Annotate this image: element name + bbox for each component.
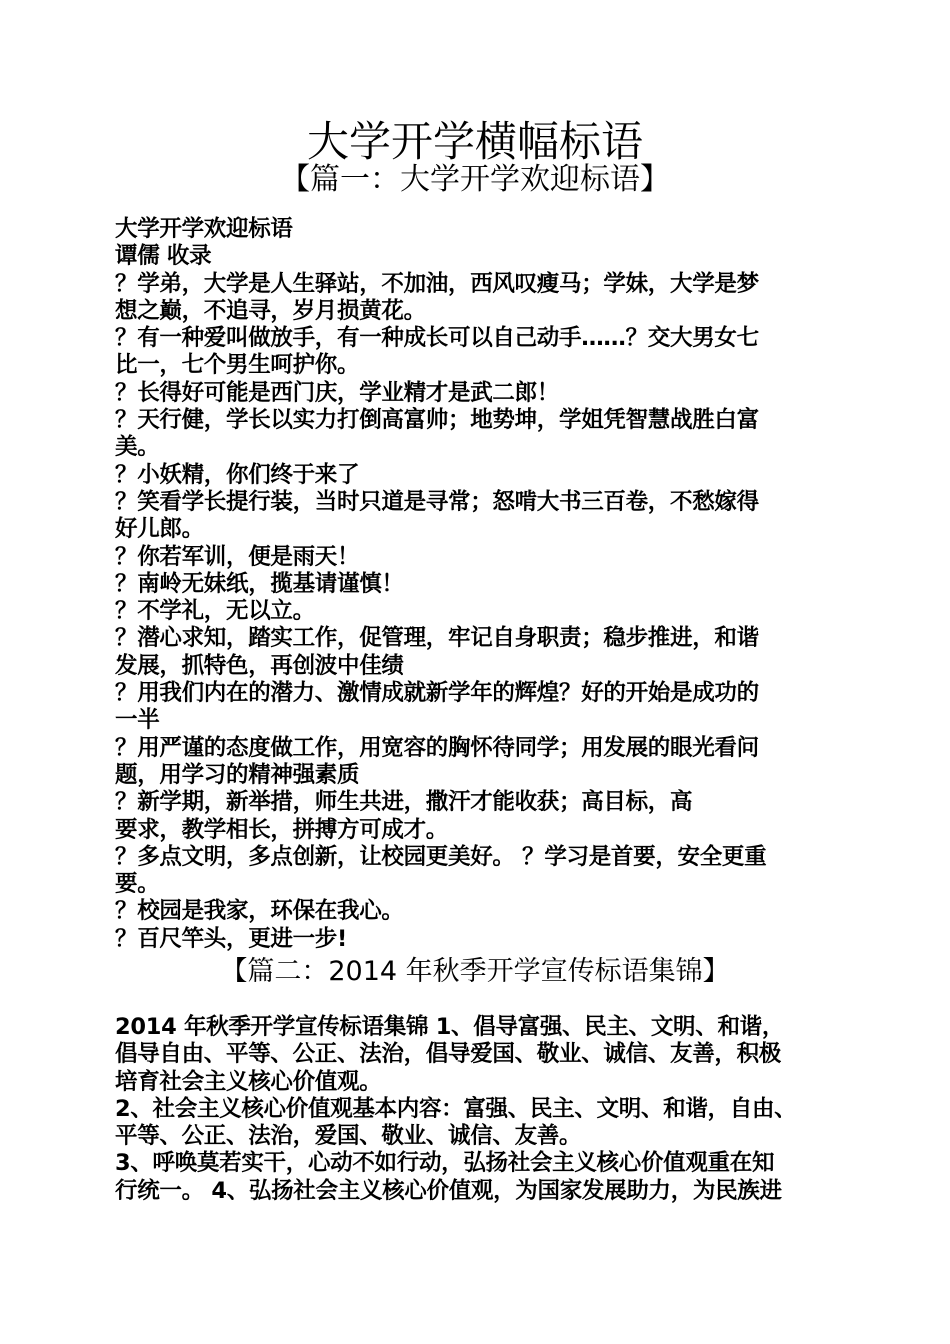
text-line: 平等、公正、法治，爱国、敬业、诚信、友善。 [115, 1123, 582, 1150]
text-line: ？新学期，新举措，师生共进，撒汗才能收获；高目标，高 [115, 789, 693, 816]
text-line: ？南岭无妹纸，揽基请谨慎！ [115, 570, 404, 597]
text-line: 发展，抓特色，再创波中佳绩 [115, 652, 404, 679]
text-line: ？你若军训，便是雨天！ [115, 543, 360, 570]
text-line: 3、呼唤莫若实干，心动不如行动，弘扬社会主义核心价值观重在知 [115, 1150, 775, 1177]
text-line: 题，用学习的精神强素质 [115, 761, 360, 788]
text-line: ？潜心求知，踏实工作，促管理，牢记自身职责；稳步推进，和谐 [115, 625, 759, 652]
text-line: ？多点文明，多点创新，让校园更美好。 ？学习是首要，安全更重 [115, 843, 767, 870]
section2-heading: 【篇二：2014 年秋季开学宣传标语集锦】 [220, 956, 730, 987]
section1-body [115, 216, 845, 953]
text-line: 行统一。 4、弘扬社会主义核心价值观，为国家发展助力，为民族进 [115, 1177, 782, 1204]
text-line: ？学弟，大学是人生驿站，不加油，西风叹瘦马；学妹，大学是梦 [115, 270, 759, 297]
section2-body [115, 1014, 845, 1205]
text-line: 培育社会主义核心价值观。 [115, 1068, 382, 1095]
document-title: 大学开学横幅标语 [306, 117, 643, 166]
text-line: 想之巅，不追寻，岁月损黄花。 [115, 297, 426, 324]
text-line: ？长得好可能是西门庆，学业精才是武二郎！ [115, 379, 560, 406]
text-line: ？小妖精，你们终于来了 [115, 461, 360, 488]
text-line: ？不学礼，无以立。 [115, 598, 315, 625]
text-line: 要求，教学相长，拼搏方可成才。 [115, 816, 449, 843]
text-line: 2014 年秋季开学宣传标语集锦 1、倡导富强、民主、文明、和谐， [115, 1014, 785, 1040]
text-line: 大学开学欢迎标语 [115, 216, 293, 242]
text-line: ？百尺竿头，更进一步! [115, 925, 347, 952]
text-line: 好儿郎。 [115, 516, 204, 543]
text-line: ？有一种爱叫做放手，有一种成长可以自己动手……？交大男女七 [115, 325, 759, 352]
text-line: 倡导自由、平等、公正、法治，倡导爱国、敬业、诚信、友善，积极 [115, 1041, 782, 1068]
text-line: 要。 [115, 871, 160, 898]
section1-heading: 【篇一：大学开学欢迎标语】 [280, 162, 670, 197]
text-line: 一半 [115, 707, 160, 734]
text-line: 美。 [115, 434, 160, 461]
text-line: ？用我们内在的潜力、激情成就新学年的辉煌？好的开始是成功的 [115, 680, 759, 707]
text-line: ？校园是我家，环保在我心。 [115, 898, 404, 925]
text-line: ？用严谨的态度做工作，用宽容的胸怀待同学；用发展的眼光看问 [115, 734, 759, 761]
text-line: 谭儒 收录 [115, 243, 212, 270]
text-line: ？天行健，学长以实力打倒高富帅；地势坤，学姐凭智慧战胜白富 [115, 407, 759, 434]
text-line: ？笑看学长提行装，当时只道是寻常；怒啃大书三百卷，不愁嫁得 [115, 488, 759, 515]
text-line: 比一，七个男生呵护你。 [115, 352, 360, 379]
text-line: 2、社会主义核心价值观基本内容：富强、民主、文明、和谐，自由、 [115, 1095, 797, 1122]
